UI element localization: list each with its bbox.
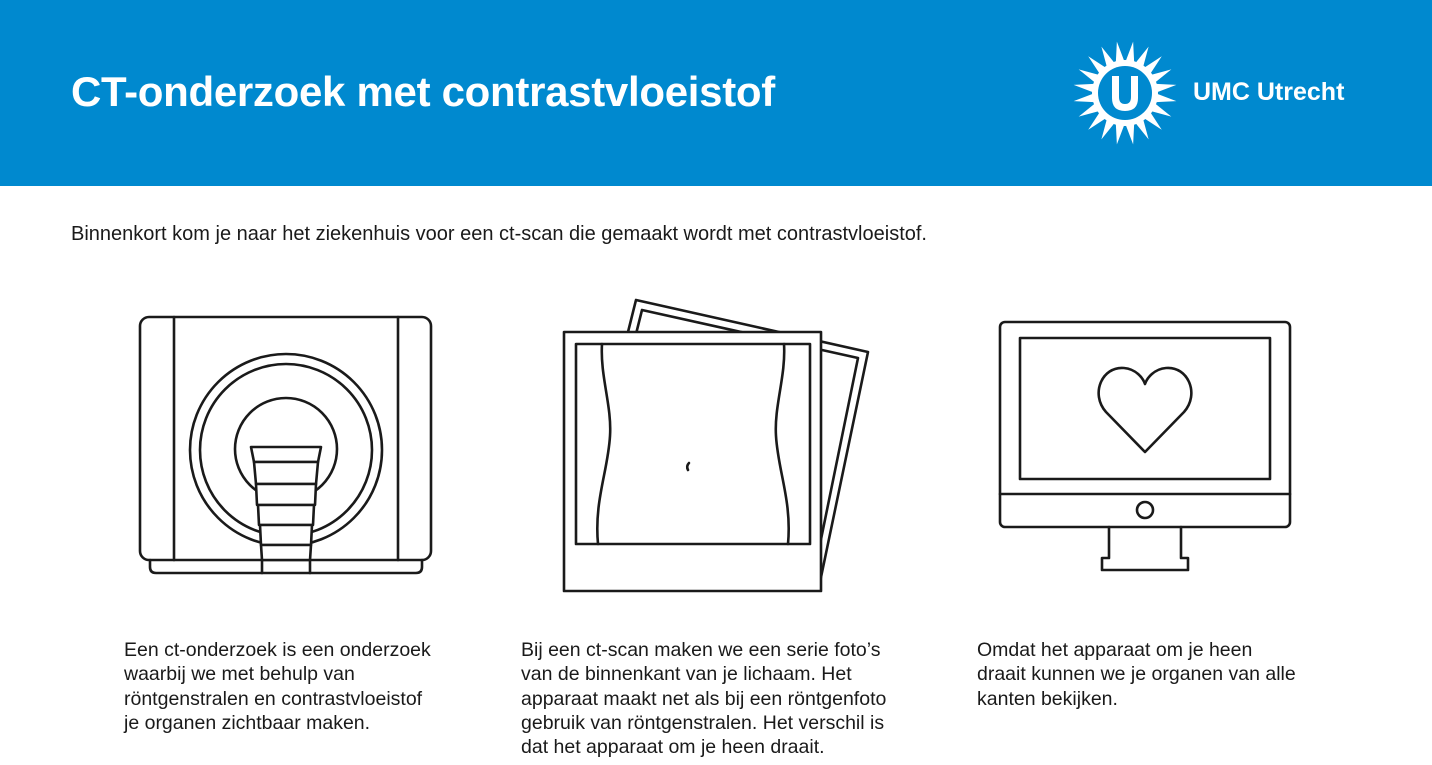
intro-text: Binnenkort kom je naar het ziekenhuis voor een ct-scan die gemaakt wordt met contrastvloeistof.	[71, 223, 927, 245]
scan-photos-icon	[560, 296, 872, 594]
umc-utrecht-logo	[1072, 40, 1372, 146]
ct-scanner-icon	[138, 315, 434, 577]
step-caption-monitor: Omdat het apparaat om je heen draait kunnen we je organen van alle kanten bekijken.	[977, 639, 1296, 710]
header-banner	[0, 0, 1432, 186]
monitor-heart-icon	[998, 320, 1294, 574]
step-caption-ct-scan: Een ct-onderzoek is een onderzoek waarbij we met behulp van röntgenstralen en contrastvloeistof je organen zichtbaar maken.	[124, 639, 431, 734]
page-title: CT-onderzoek met contrastvloeistof	[71, 68, 775, 115]
logo-text: UMC Utrecht	[1193, 78, 1345, 106]
step-caption-photos: Bij een ct-scan maken we een serie foto’s van de binnenkant van je lichaam. Het apparaat maakt net als bij een röntgenfoto gebruik van röntgenstralen. Het verschil is dat het apparaat om je heen draait.	[521, 639, 887, 759]
umc-utrecht-sun-logo-icon	[1072, 40, 1178, 146]
